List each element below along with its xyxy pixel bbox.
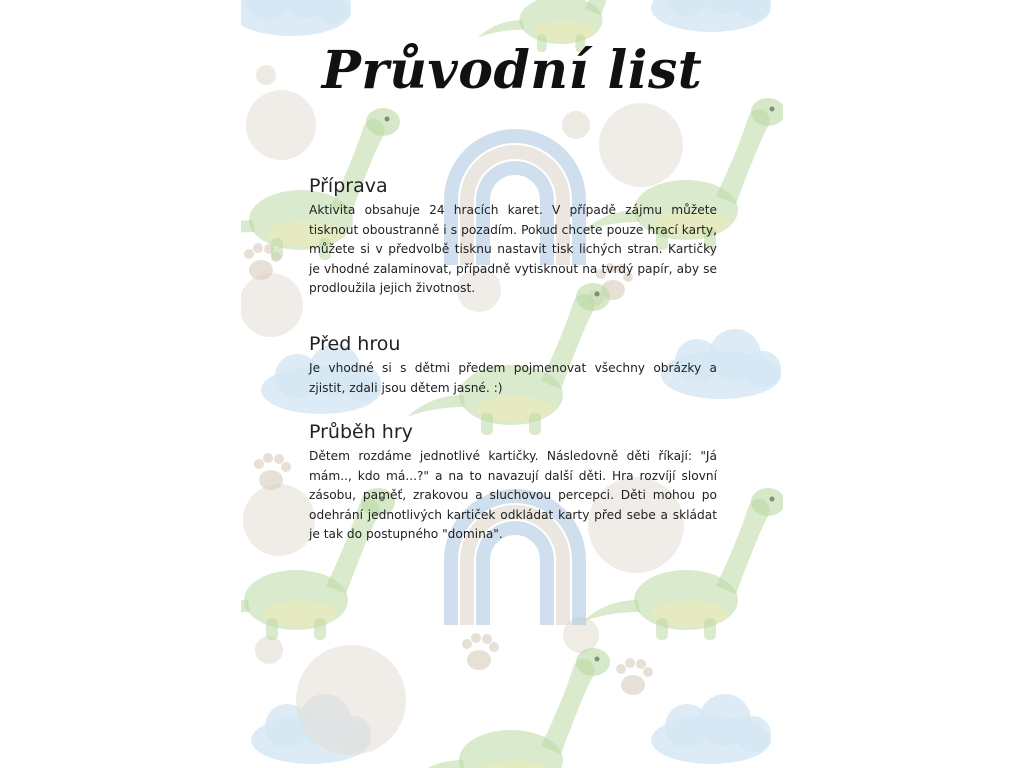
section-body: Dětem rozdáme jednotlivé kartičky. Následovně děti říkají: "Já mám.., kdo má...?" a na to navazují další děti. Hra rozvíjí slovní zásobu, paměť, zrakovou a sluchovou percepci. Děti mohou po odehrání jednotlivých kartiček odkládat karty před sebe a skládat je tak do postupného "domina". xyxy=(309,449,717,542)
section-body: Aktivita obsahuje 24 hracích karet. V případě zájmu můžete tisknout oboustranně i s pozadím. Pokud chcete pouze hrací karty, můžete si v předvolbě tisknu nastavit tisk lichých stran. Kartičky je vhodné zalaminovat, případně vytisknout na tvrdý papír, aby se prodloužila jejich životnost. xyxy=(309,203,717,296)
section-heading: Před hrou xyxy=(309,333,401,355)
section-prubeh-hry xyxy=(309,421,717,545)
section-heading: Průběh hry xyxy=(309,421,413,443)
section-heading: Příprava xyxy=(309,175,388,197)
section-priprava xyxy=(309,175,717,299)
section-body: Je vhodné si s dětmi předem pojmenovat všechny obrázky a zjistit, zdali jsou dětem jasné. :) xyxy=(309,361,717,395)
document-page xyxy=(241,0,783,768)
page-title: Průvodní list xyxy=(321,40,703,101)
section-pred-hrou xyxy=(309,333,717,398)
